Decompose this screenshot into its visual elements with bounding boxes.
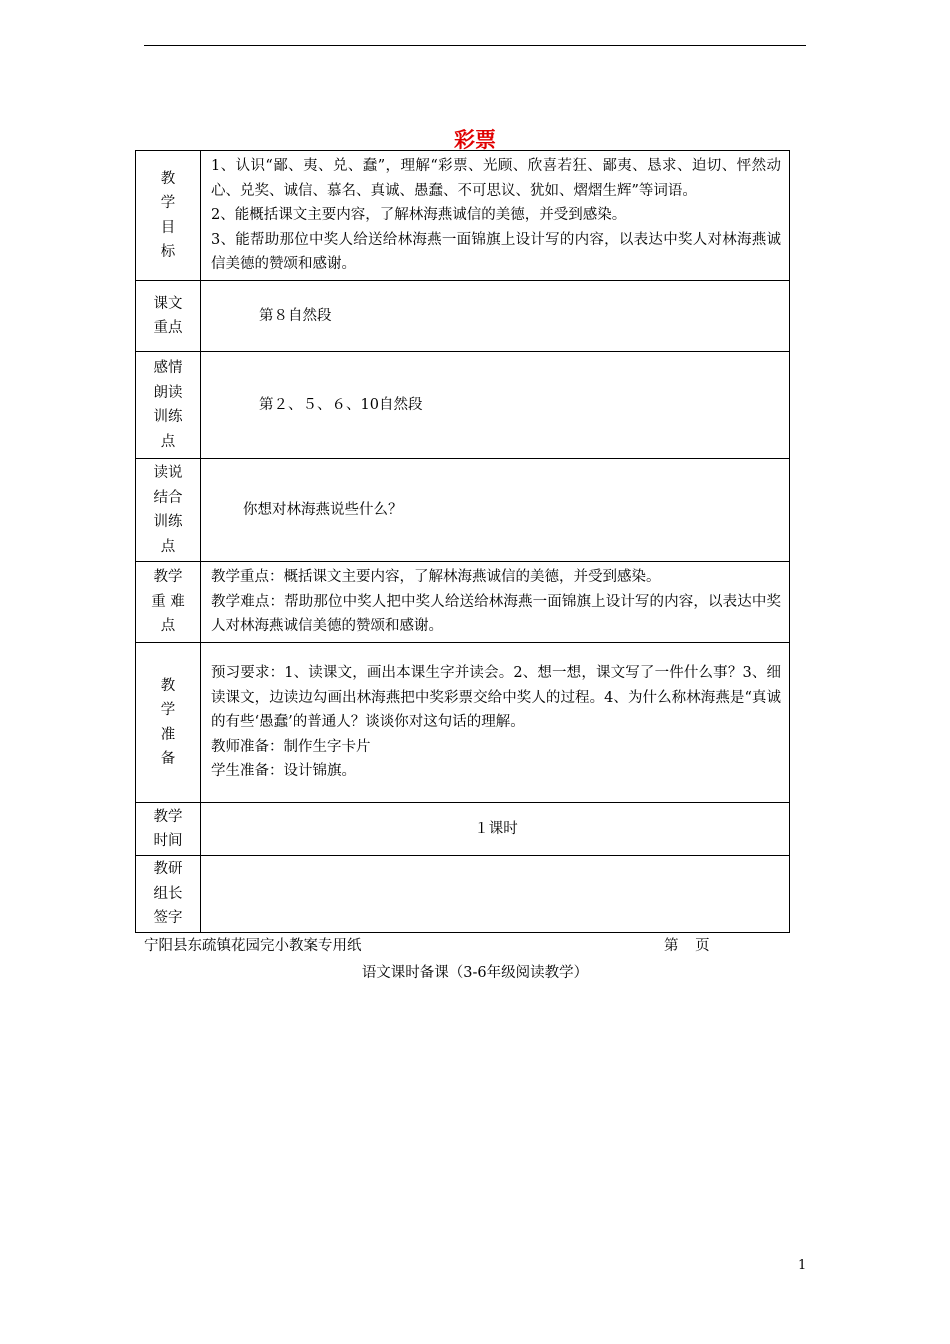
table-row: [136, 281, 790, 352]
row-label-line: 重 难: [151, 593, 185, 610]
row-label: [136, 459, 201, 562]
row-label-line: 组长: [153, 885, 183, 902]
row-label-line: 朗读: [153, 384, 183, 401]
row-label-line: 点: [160, 538, 176, 555]
row-label-line: 学: [160, 195, 176, 211]
header-rule: [144, 45, 806, 46]
signature-field[interactable]: [201, 856, 790, 933]
row-label-line: 教学: [153, 569, 183, 586]
objective-2: 2、能概括课文主要内容，了解林海燕诚信的美德，并受到感染。: [211, 207, 627, 224]
row-label-line: 教: [160, 170, 176, 187]
row-label-line: 教学: [153, 808, 183, 825]
row-label-line: 训练: [153, 409, 183, 425]
row-label-line: 训练: [153, 514, 183, 530]
speaking-prompt: 你想对林海燕说些什么？: [243, 501, 403, 518]
row-label: [136, 803, 201, 856]
row-label-line: 备: [160, 751, 176, 767]
row-label-line: 课文: [153, 295, 183, 312]
table-row: [136, 352, 790, 459]
row-content: [201, 459, 790, 562]
footer-page-label: 第 页: [664, 938, 710, 954]
table-row: [136, 151, 790, 281]
document-title: 彩票: [454, 128, 496, 152]
table-row: [136, 643, 790, 803]
preview-requirements: 预习要求：1、读课文，画出本课生字并读会。2、想一想，课文写了一件什么事？3、细读课文，边读边勾画出林海燕把中奖彩票交给中奖人的过程。4、为什么称林海燕是“真诚的有些‘愚蠢’的普通人？谈谈你对这句话的理解。: [211, 665, 781, 731]
row-label-line: 点: [160, 618, 176, 635]
row-label: [136, 281, 201, 352]
row-content: [201, 643, 790, 803]
row-label-line: 时间: [153, 833, 183, 849]
row-label-line: 标: [160, 244, 176, 260]
row-label: [136, 856, 201, 933]
teaching-focus: 教学重点：概括课文主要内容，了解林海燕诚信的美德，并受到感染。: [211, 569, 661, 586]
row-label-line: 教研: [153, 861, 183, 878]
row-content: [201, 562, 790, 643]
row-label: [136, 643, 201, 803]
row-content: [201, 803, 790, 856]
subfooter-course: 语文课时备课（3-6年级阅读教学）: [361, 965, 589, 981]
row-label-line: 教: [160, 677, 176, 694]
objective-3: 3、能帮助那位中奖人给送给林海燕一面锦旗上设计写的内容，以表达中奖人对林海燕诚信美德的赞颂和感谢。: [211, 231, 781, 273]
row-label-line: 重点: [153, 320, 183, 336]
row-label: [136, 151, 201, 281]
table-row: [136, 459, 790, 562]
row-label-line: 感情: [153, 360, 183, 376]
row-content: [201, 151, 790, 281]
table-row: [136, 562, 790, 643]
row-label-line: 学: [160, 702, 176, 718]
row-label-line: 读说: [153, 465, 183, 481]
reading-paragraphs: 第２、５、６、10自然段: [259, 396, 423, 413]
teaching-time: １课时: [474, 820, 518, 837]
row-label-line: 结合: [153, 489, 183, 506]
lesson-plan-table: [135, 150, 790, 933]
row-label-line: 准: [160, 726, 176, 743]
page-number: 1: [798, 1258, 807, 1273]
row-content: [201, 352, 790, 459]
key-paragraph: 第８自然段: [259, 307, 332, 324]
row-label: [136, 352, 201, 459]
table-row: [136, 803, 790, 856]
objective-1: 1、认识“鄙、夷、兑、蠢”，理解“彩票、光顾、欣喜若狂、鄙夷、恳求、迫切、怦然动心、兑奖、诚信、慕名、真诚、愚蠢、不可思议、犹如、熠熠生辉”等词语。: [211, 158, 781, 199]
row-label-line: 点: [160, 433, 176, 450]
teacher-preparation: 教师准备：制作生字卡片: [211, 738, 371, 755]
row-label-line: 签字: [153, 910, 183, 927]
student-preparation: 学生准备：设计锦旗。: [211, 763, 356, 780]
teaching-difficulty: 教学难点：帮助那位中奖人把中奖人给送给林海燕一面锦旗上设计写的内容，以表达中奖人对林海燕诚信美德的赞颂和感谢。: [211, 593, 781, 635]
row-label-line: 目: [160, 219, 176, 236]
row-label: [136, 562, 201, 643]
footer-school: 宁阳县东疏镇花园完小教案专用纸: [144, 938, 362, 954]
row-content: [201, 281, 790, 352]
table-row: [136, 856, 790, 933]
